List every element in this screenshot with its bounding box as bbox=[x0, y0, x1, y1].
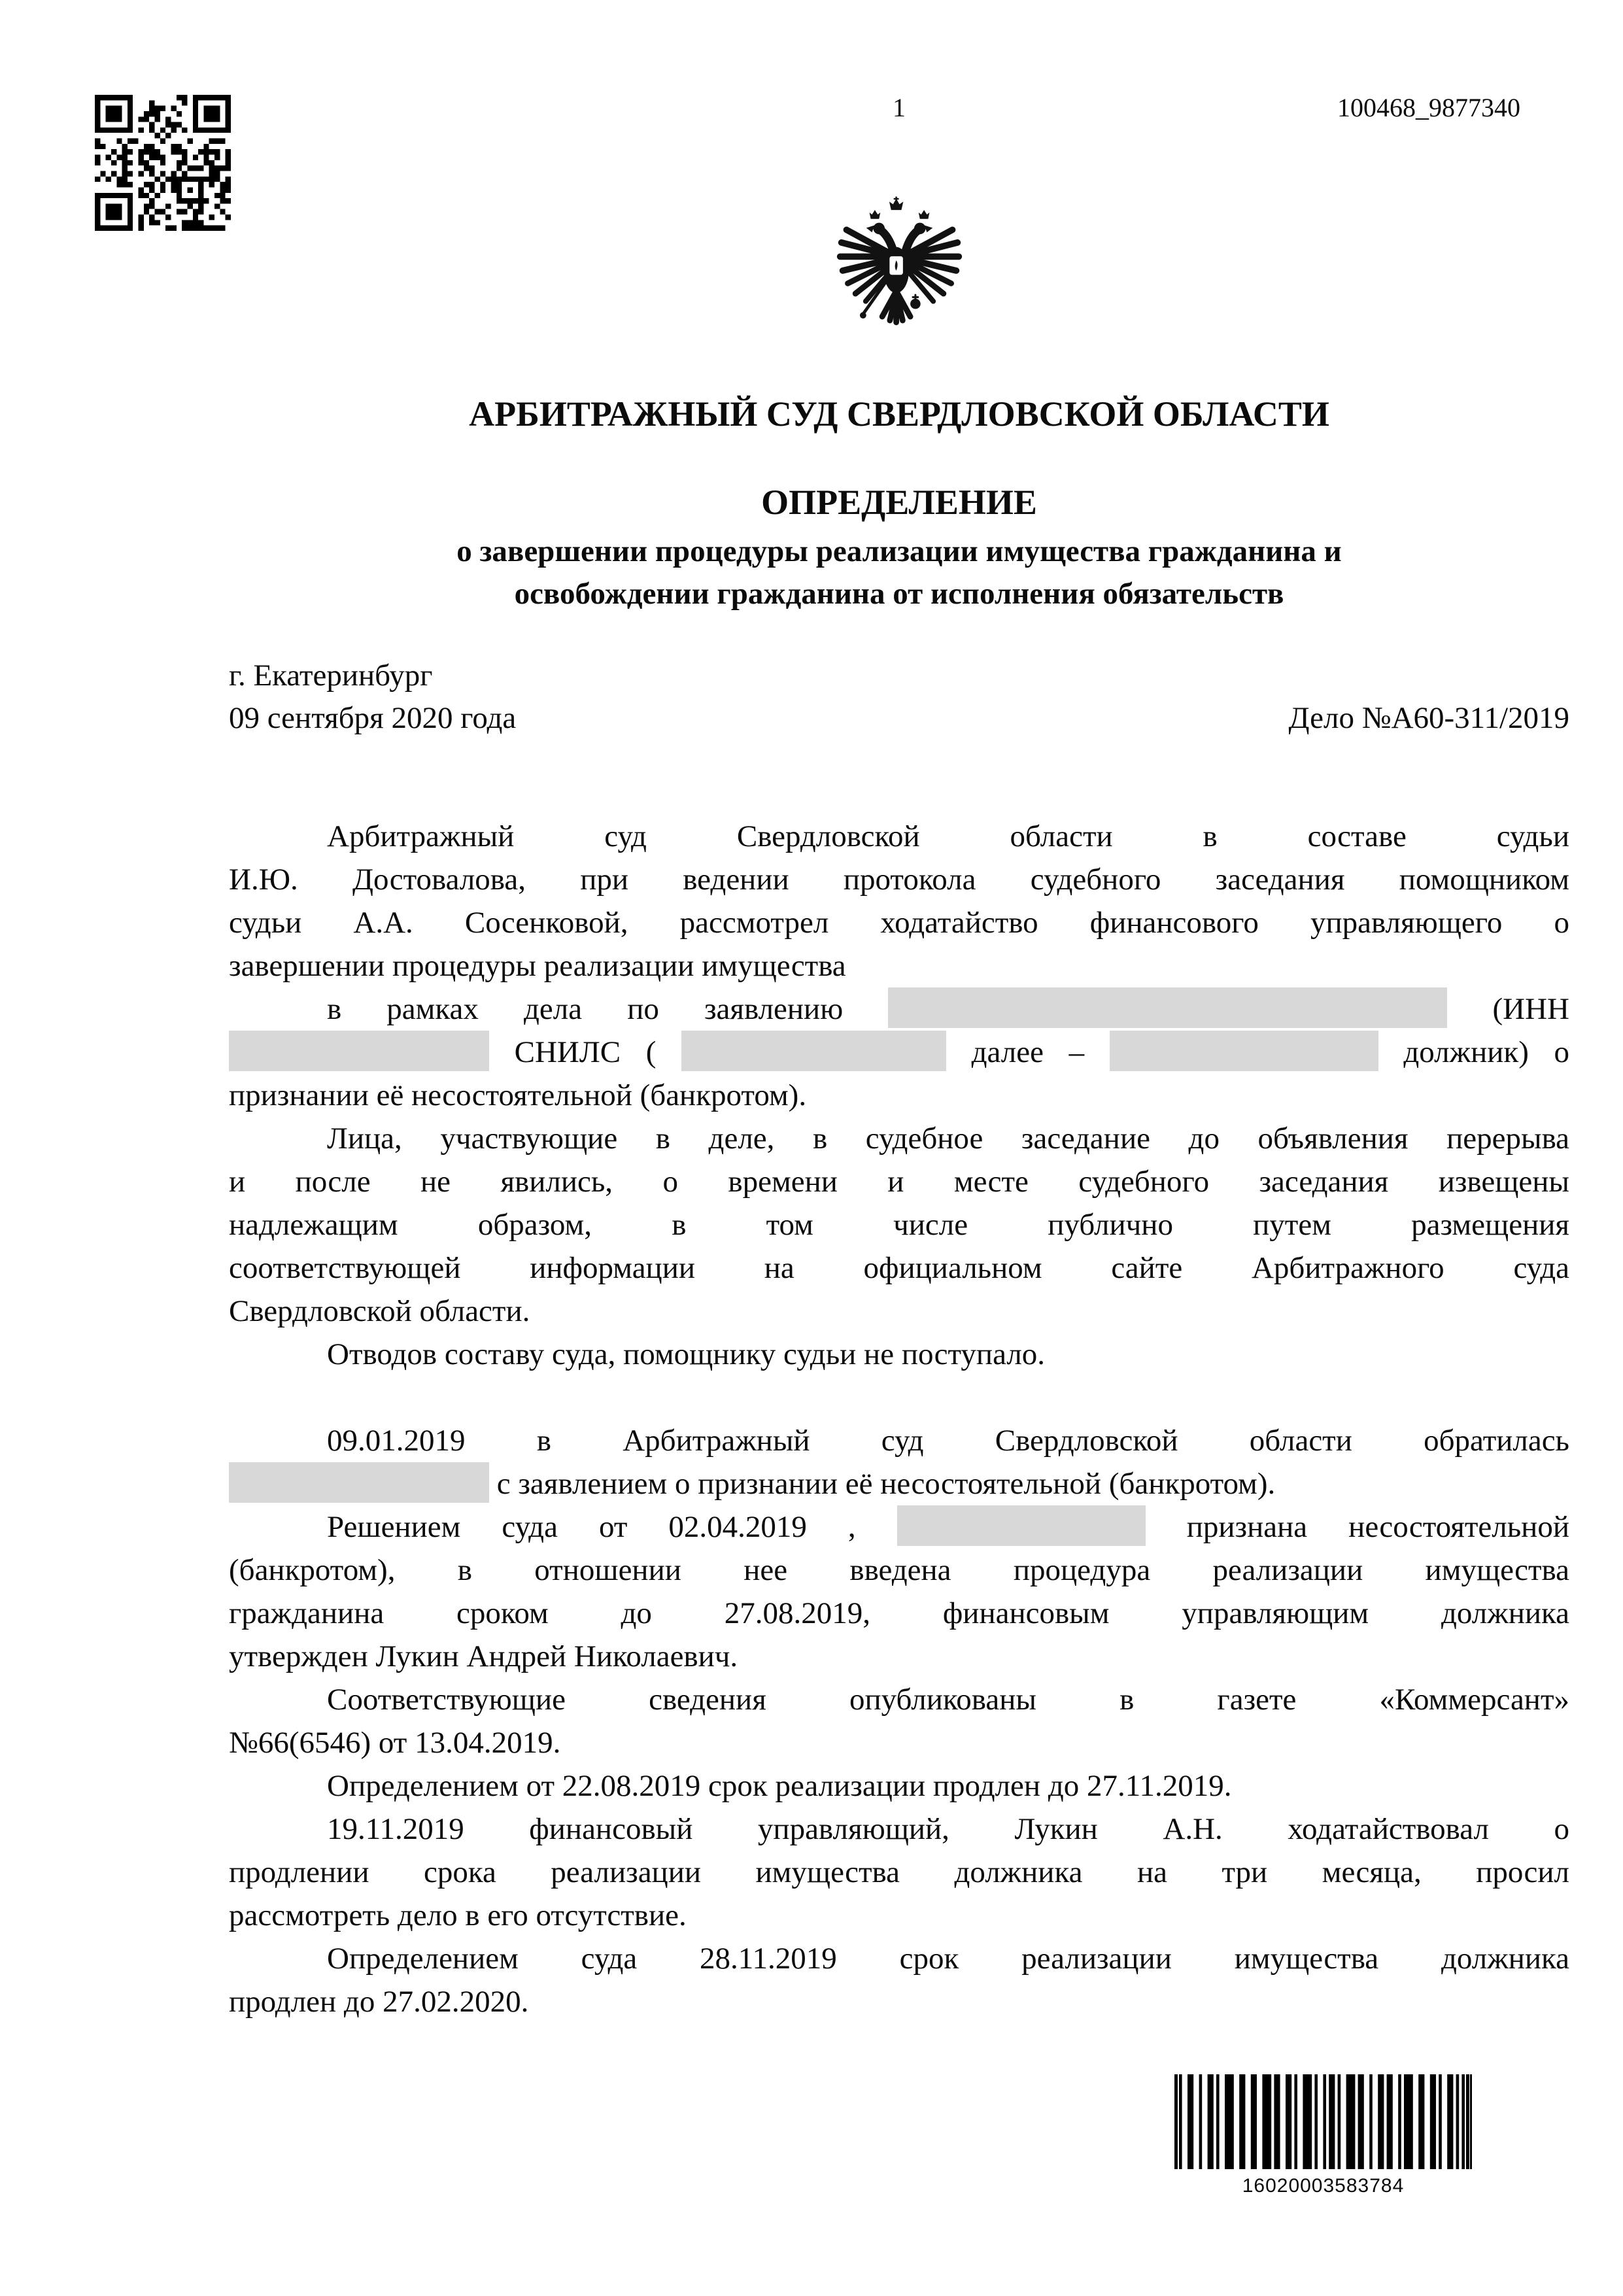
body-line: Лица, участвующие в деле, в судебное заседание до объявления перерыва bbox=[327, 1122, 1569, 1156]
body-line: продлен до 27.02.2020. bbox=[229, 1985, 529, 2019]
body-line: завершении процедуры реализации имущества bbox=[229, 949, 846, 983]
barcode-icon bbox=[1174, 2074, 1472, 2169]
body-blank-line bbox=[229, 1376, 1569, 1419]
redaction-box bbox=[1110, 1031, 1378, 1071]
qr-code-icon bbox=[95, 95, 231, 231]
body-line: СНИЛС ( далее – должник) о bbox=[229, 1031, 1569, 1074]
body-line: и после не явились, о времени и месте судебного заседания извещены bbox=[229, 1165, 1569, 1199]
body-line: продлении срока реализации имущества должника на три месяца, просил bbox=[229, 1855, 1569, 1889]
redaction-box bbox=[888, 987, 1447, 1028]
court-name: АРБИТРАЖНЫЙ СУД СВЕРДЛОВСКОЙ ОБЛАСТИ bbox=[469, 394, 1329, 434]
body-line: 19.11.2019 финансовый управляющий, Лукин А.Н. ходатайствовал о bbox=[327, 1812, 1569, 1846]
document-subtitle-line2: освобождении гражданина от исполнения обязательств bbox=[514, 577, 1284, 611]
date-case-row bbox=[229, 697, 1569, 740]
body-line: И.Ю. Достовалова, при ведении протокола судебного заседания помощником bbox=[229, 863, 1569, 897]
body-line: судьи А.А. Сосенковой, рассмотрел ходатайство финансового управляющего о bbox=[229, 906, 1569, 940]
body-line: Решением суда от 02.04.2019 , признана несостоятельной bbox=[229, 1505, 1569, 1549]
body-line: рассмотреть дело в его отсутствие. bbox=[229, 1898, 687, 1932]
page-number: 1 bbox=[893, 93, 906, 122]
body-line: Арбитражный суд Свердловской области в составе судьи bbox=[327, 819, 1569, 853]
body-line: (банкротом), в отношении нее введена процедура реализации имущества bbox=[229, 1553, 1569, 1587]
redaction-box bbox=[229, 1031, 489, 1071]
body-line: Соответствующие сведения опубликованы в газете «Коммерсант» bbox=[327, 1683, 1569, 1717]
barcode-number: 16020003583784 bbox=[1242, 2175, 1405, 2197]
body-line: соответствующей информации на официальном сайте Арбитражного суда bbox=[229, 1251, 1569, 1285]
body-line: Свердловской области. bbox=[229, 1294, 530, 1328]
redaction-box bbox=[681, 1031, 946, 1071]
barcode-container bbox=[1174, 2074, 1472, 2197]
body-line: Определением от 22.08.2019 срок реализации продлен до 27.11.2019. bbox=[327, 1769, 1232, 1803]
body-line: Определением суда 28.11.2019 срок реализации имущества должника bbox=[327, 1942, 1569, 1976]
city: г. Екатеринбург bbox=[229, 659, 433, 693]
document-id: 100468_9877340 bbox=[1337, 93, 1520, 122]
body-line: в рамках дела по заявлению (ИНН bbox=[229, 987, 1569, 1031]
document-date: 09 сентября 2020 года bbox=[229, 701, 517, 735]
body-line: №66(6546) от 13.04.2019. bbox=[229, 1726, 561, 1760]
document-title: ОПРЕДЕЛЕНИЕ bbox=[761, 483, 1037, 522]
document-body bbox=[229, 815, 1569, 2023]
case-number: Дело №А60-311/2019 bbox=[1288, 701, 1569, 735]
document-subtitle-line1: о завершении процедуры реализации имущества гражданина и bbox=[456, 534, 1342, 568]
body-line: с заявлением о признании её несостоятельной (банкротом). bbox=[229, 1462, 1569, 1505]
body-line: Отводов составу суда, помощнику судьи не поступало. bbox=[327, 1337, 1046, 1371]
body-line: утвержден Лукин Андрей Николаевич. bbox=[229, 1639, 738, 1673]
body-line: 09.01.2019 в Арбитражный суд Свердловской области обратилась bbox=[327, 1424, 1569, 1458]
body-line: надлежащим образом, в том числе публично путем размещения bbox=[229, 1208, 1569, 1242]
redaction-box bbox=[897, 1505, 1146, 1546]
body-line: признании её несостоятельной (банкротом). bbox=[229, 1078, 807, 1112]
redaction-box bbox=[229, 1462, 489, 1503]
body-line: гражданина сроком до 27.08.2019, финансовым управляющим должника bbox=[229, 1596, 1569, 1630]
document-content bbox=[229, 0, 1569, 2023]
